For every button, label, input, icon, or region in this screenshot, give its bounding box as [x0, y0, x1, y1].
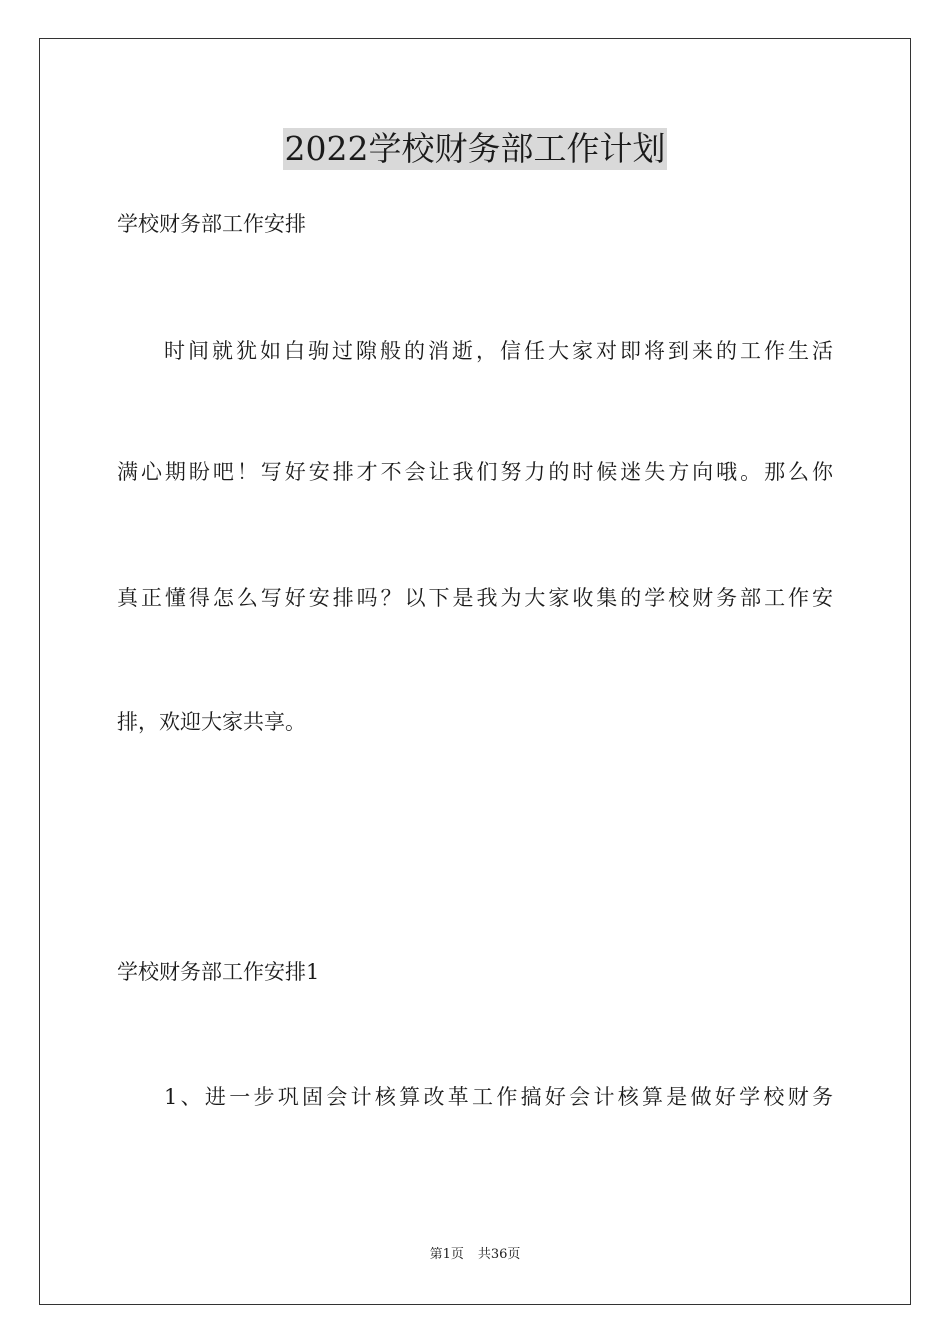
document-title: 2022学校财务部工作计划 — [284, 129, 666, 168]
section-heading-main: 学校财务部工作安排 — [117, 212, 306, 236]
section-heading-1: 学校财务部工作安排1 — [117, 960, 320, 984]
page-number: 第1页 — [429, 1247, 464, 1262]
paragraph-line: 排，欢迎大家共享。 — [117, 710, 306, 734]
title-wrap — [0, 128, 950, 170]
paragraph-line: 真正懂得怎么写好安排吗？以下是我为大家收集的学校财务部工作安 — [117, 586, 833, 610]
paragraph-line: 1、进一步巩固会计核算改革工作搞好会计核算是做好学校财务 — [164, 1085, 833, 1109]
page-total: 共36页 — [477, 1247, 521, 1262]
paragraph-line: 时间就犹如白驹过隙般的消逝，信任大家对即将到来的工作生活 — [164, 339, 833, 363]
page-footer — [0, 1246, 950, 1264]
paragraph-line: 满心期盼吧！写好安排才不会让我们努力的时候迷失方向哦。那么你 — [117, 460, 833, 484]
